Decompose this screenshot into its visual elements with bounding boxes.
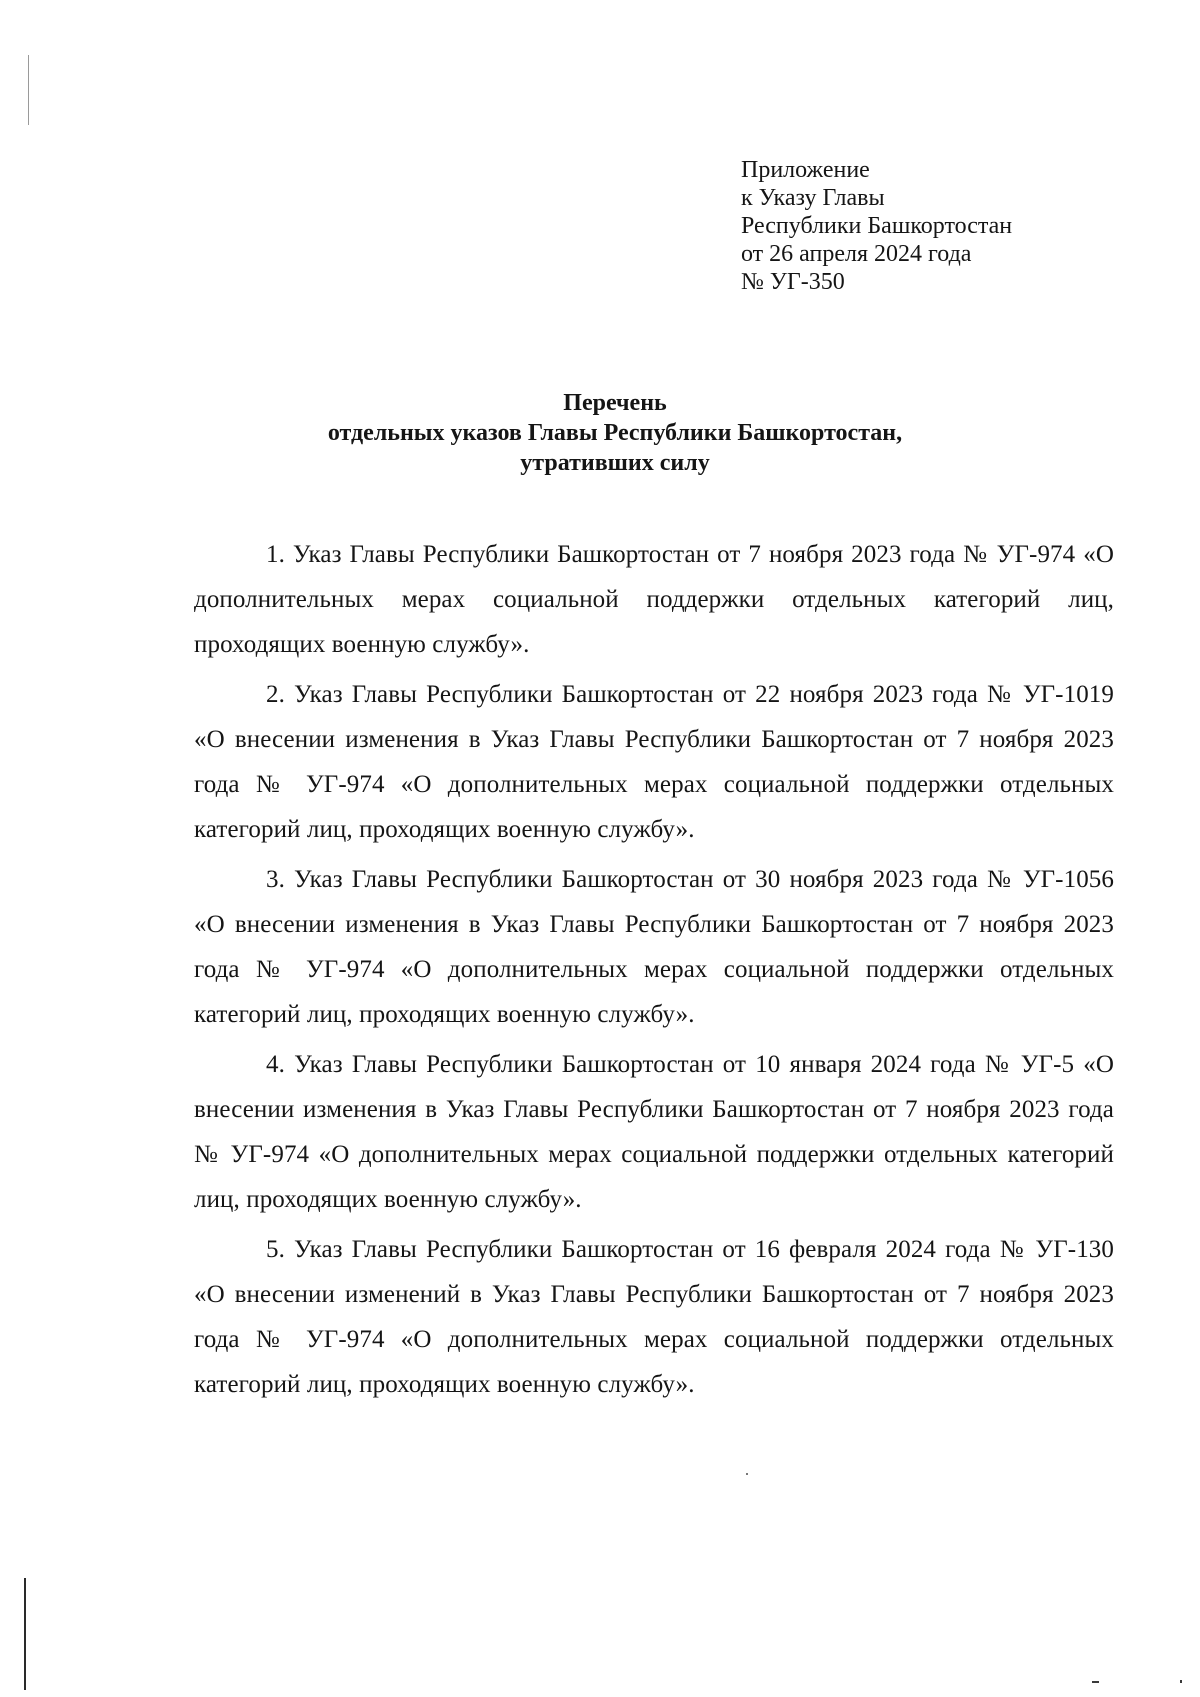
scan-edge-mark-top [28, 55, 29, 125]
document-title [0, 388, 1200, 478]
appendix-header [741, 156, 1012, 296]
appendix-line-5: № УГ-350 [741, 269, 845, 295]
scan-dot-middle [746, 1473, 748, 1475]
list-item: 2. Указ Главы Республики Башкортостан от 22 ноября 2023 года № УГ-1019 «О внесении изменения в Указ Главы Республики Башкортостан от 7 ноября 2023 года № УГ-974 «О дополнительных мерах социальной поддержки отдельных категорий лиц, проходящих военную службу». [194, 681, 1114, 843]
appendix-line-2: к Указу Главы [741, 185, 885, 211]
decree-list [194, 532, 1114, 1412]
appendix-line-4: от 26 апреля 2024 года [741, 241, 972, 267]
title-line-2: отдельных указов Главы Республики Башкортостан, [327, 420, 903, 446]
list-item: 4. Указ Главы Республики Башкортостан от 10 января 2024 года № УГ-5 «О внесении изменения в Указ Главы Республики Башкортостан от 7 ноября 2023 года № УГ-974 «О дополнительных мерах социальной поддержки отдельных категорий лиц, проходящих военную службу». [194, 1051, 1114, 1213]
title-line-3: утративших силу [520, 450, 710, 476]
scan-dot-bottom-right [1092, 1681, 1099, 1683]
scan-edge-mark-bottom [24, 1578, 26, 1690]
list-item: 3. Указ Главы Республики Башкортостан от 30 ноября 2023 года № УГ-1056 «О внесении изменения в Указ Главы Республики Башкортостан от 7 ноября 2023 года № УГ-974 «О дополнительных мерах социальной поддержки отдельных категорий лиц, проходящих военную службу». [194, 866, 1114, 1028]
list-item: 5. Указ Главы Республики Башкортостан от 16 февраля 2024 года № УГ-130 «О внесении изменений в Указ Главы Республики Башкортостан от 7 ноября 2023 года № УГ-974 «О дополнительных мерах социальной поддержки отдельных категорий лиц, проходящих военную службу». [194, 1236, 1114, 1398]
appendix-line-1: Приложение [741, 157, 870, 183]
appendix-line-3: Республики Башкортостан [741, 213, 1013, 239]
scan-dot-bottom-far-right [1180, 1680, 1182, 1683]
title-line-1: Перечень [563, 390, 667, 416]
list-item: 1. Указ Главы Республики Башкортостан от 7 ноября 2023 года № УГ-974 «О дополнительных мерах социальной поддержки отдельных категорий лиц, проходящих военную службу». [194, 541, 1114, 658]
